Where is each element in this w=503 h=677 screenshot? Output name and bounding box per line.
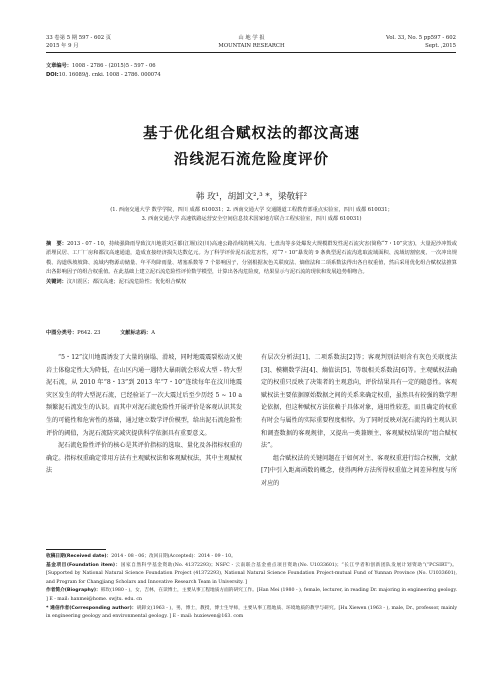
- journal-name-cn: 山 地 学 报: [238, 35, 265, 41]
- body-paragraph: 有层次分析法[1]、二项系数法[2]等；客观判别法则含有灰色关联度法[3]、模糊数学法[4]、熵值法[5]、等级相关系数法[6]等。主观赋权法确定的权重只反映了决策者的主观意向，评价结果具有一定的随意性。客观赋权法主要依据原始数据之间的关系来确定权重，虽然具有较强的数学理论依据，但这种赋权方法依赖于具体对象，通用性较差，而且确定的权重有时会与属性的实际重要程度相悖。为了同时反映对泥石流沟的主观认识和调查数据的客观规律，又提出一类兼顾主、客观赋权结果的“组合赋权法”。: [261, 354, 457, 450]
- document-code: A: [151, 330, 155, 336]
- abstract: [46, 240, 457, 287]
- article-number-label: 文章编号：: [46, 63, 72, 69]
- abstract-label: 摘 要：: [46, 241, 67, 247]
- doi-value: 10. 16089/j. cnki. 1008 - 2786. 000074: [58, 71, 161, 78]
- volume-pages-en: Vol. 33, No. 5 pp597 - 602: [385, 35, 456, 41]
- affiliations: [60, 206, 443, 224]
- clc-label: 中图分类号：: [46, 330, 78, 336]
- author-list: 韩 玫¹，胡卸文²,³ *，梁敬轩²: [196, 192, 307, 202]
- body-column-left: [46, 352, 242, 478]
- footnotes: [46, 553, 457, 622]
- article-number-line: [46, 62, 161, 71]
- keywords-line: [46, 278, 457, 287]
- corresponding-author-note: [46, 605, 457, 622]
- document-code-label: 文献标志码：: [120, 330, 152, 336]
- document-code-block: [120, 330, 155, 336]
- affiliation-line-1: (1. 西南交通大学 数学学院，四川 成都 610031；2. 西南交通大学 交通隧道工程教育部重点实验室，四川 成都 610031；: [110, 207, 393, 213]
- author-bio-note: [46, 587, 457, 604]
- funding-label: 基金项目(Foundation item)：: [46, 562, 121, 568]
- body-paragraph: 泥石流危险性评价的核心是其评价指标的选取、量化及各指标权重的确定。指标权重确定常用方法有主观赋权法和客观赋权法，其中主观赋权法: [46, 442, 242, 475]
- received-dates: 2014 - 08 - 06；改回日期(Accepted)：2014 - 09 - 10。: [111, 554, 236, 559]
- body-column-right: [261, 352, 457, 491]
- issue-date-en: Sept. ,2015: [425, 43, 456, 49]
- volume-pages: 33 卷第 5 期 597 - 602 页: [46, 35, 112, 41]
- funding-text: 国家自然科学基金资助(No. 41372293)；NSFC - 云南联合基金重点项目资助(No. U1033601)；“长江学者和创新团队发展计划资助”(“PCSIRT”)。[Supported by National Natural Science Foundation Project (41372293), National Natural Science Foundation Project-mutual Fund of Yunnan Province (No. U1033601), and Program for Changjiang Scholars and Innovative Research Team in University. ]: [46, 562, 457, 585]
- keywords-label: 关键词：: [46, 278, 67, 285]
- keywords: 汶川震区；都汶高速；泥石流危险性；优化组合赋权: [66, 278, 187, 285]
- doi-line: [46, 71, 161, 80]
- header-rule: [46, 52, 456, 53]
- clc-block: [46, 330, 100, 336]
- classification-line: [46, 329, 457, 336]
- journal-name-en: MOUNTAIN RESEARCH: [218, 43, 285, 49]
- clc-number: P642. 23: [77, 330, 101, 336]
- corresponding-author-label: * 通信作者(Corresponding author)：: [46, 605, 137, 611]
- paper-title-line-1: 基于优化组合赋权法的都汶高速: [143, 126, 360, 142]
- body-paragraph: 组合赋权法的关键问题在于如何对主、客观权重进行综合权衡，文献[7]中引入距离函数的概念，使得两种方法所得权重值之间差异程度与所对应的: [261, 454, 457, 487]
- funding-note: [46, 562, 457, 588]
- abstract-text: 2013 - 07 - 10，持续强降雨导致汶川地震灾区都(江堰)汶(川)高速公路沿线的桃关沟、七盘沟等多处爆发大规模群发性泥石流灾害(简称“7・10”灾害)，大量泥沙冲毁或淤埋民居、工厂厂房和都汶高速通道，造成直接经济损失达数亿元。为了科学评价泥石流危害性，对“7・10”暴发的 9 条典型泥石流沟选取流域面积、流域切割密度、一次冲出规模、沟道纵坡坡降、流域内物源动储量、年平均降雨量、堵塞系数等 7 个影响因子，分别根据灰色关联度法、熵值法和二项系数法得出各自权重值，然后采用优化组合赋权法推算出各影响因子的组合权重值。在此基础上建立泥石流危险性评价数学模型，计算出各沟危险度，结果显示与泥石流的现状和发展趋势相吻合。: [46, 241, 457, 276]
- body-paragraph: “5・12”汶川地震诱发了大量的崩塌、滑坡，同时地震震裂松动又使岩土体稳定性大为降低，在山区内通一遇特大暴雨就会形成大型 - 特大型泥石流，从 2010 年“8・13”到 2013 年“7・10”连续每年在汶川地震灾区发生的特大型泥石流，已经验证了一次大震过后至少历经 5 ~ 10 a 频繁泥石流发生的认识。而其中对泥石流危险性开展评价是客观认识其发生的可能性和危害性的基础，通过建立数学评价模型，给出泥石流危险性评价的阈值，为泥石流防灾减灾提供科学依据具有重要意义。: [46, 354, 242, 437]
- author-bio-text: 韩玫(1980 - )，女，吉林，在读博士，主要从事工程地质方面的研究工作。[Han Mei (1980 - ), female, lecturer, in reading Dr. majoring in engineering geology. ] E - mail: hanmei@home. swjtu. edu. cn: [46, 588, 458, 602]
- doi-label: DOI:: [46, 71, 59, 78]
- article-meta: [46, 62, 161, 79]
- article-number: 1008 - 2786 - (2015)5 - 597 - 06: [71, 63, 156, 69]
- footnote-rule: [46, 549, 106, 550]
- abstract-paragraph: [46, 240, 457, 278]
- author-bio-label: 作者简介(Biography)：: [46, 588, 101, 594]
- issue-date: 2015 年 9 月: [46, 43, 79, 49]
- corresponding-author-text: 胡卸文(1963 - )，男，博士，教授，博士生导师，主要从事工程地质、环境地质的教学与研究。[Hu Xiewen (1963 - ), male, Dr., professor, mainly in engineering geology and environmental geology. ] E - mail: huxiewen@163. com: [46, 605, 457, 620]
- received-note: [46, 553, 457, 562]
- affiliation-line-2: 3. 西南交通大学 高速铁路运营安全空间信息技术国家地方联合工程实验室，四川 成都 610031): [141, 216, 362, 222]
- paper-title-line-2: 沿线泥石流危险度评价: [174, 152, 329, 168]
- received-label: 收稿日期(Received date)：: [46, 554, 112, 559]
- running-header-right: [386, 34, 456, 50]
